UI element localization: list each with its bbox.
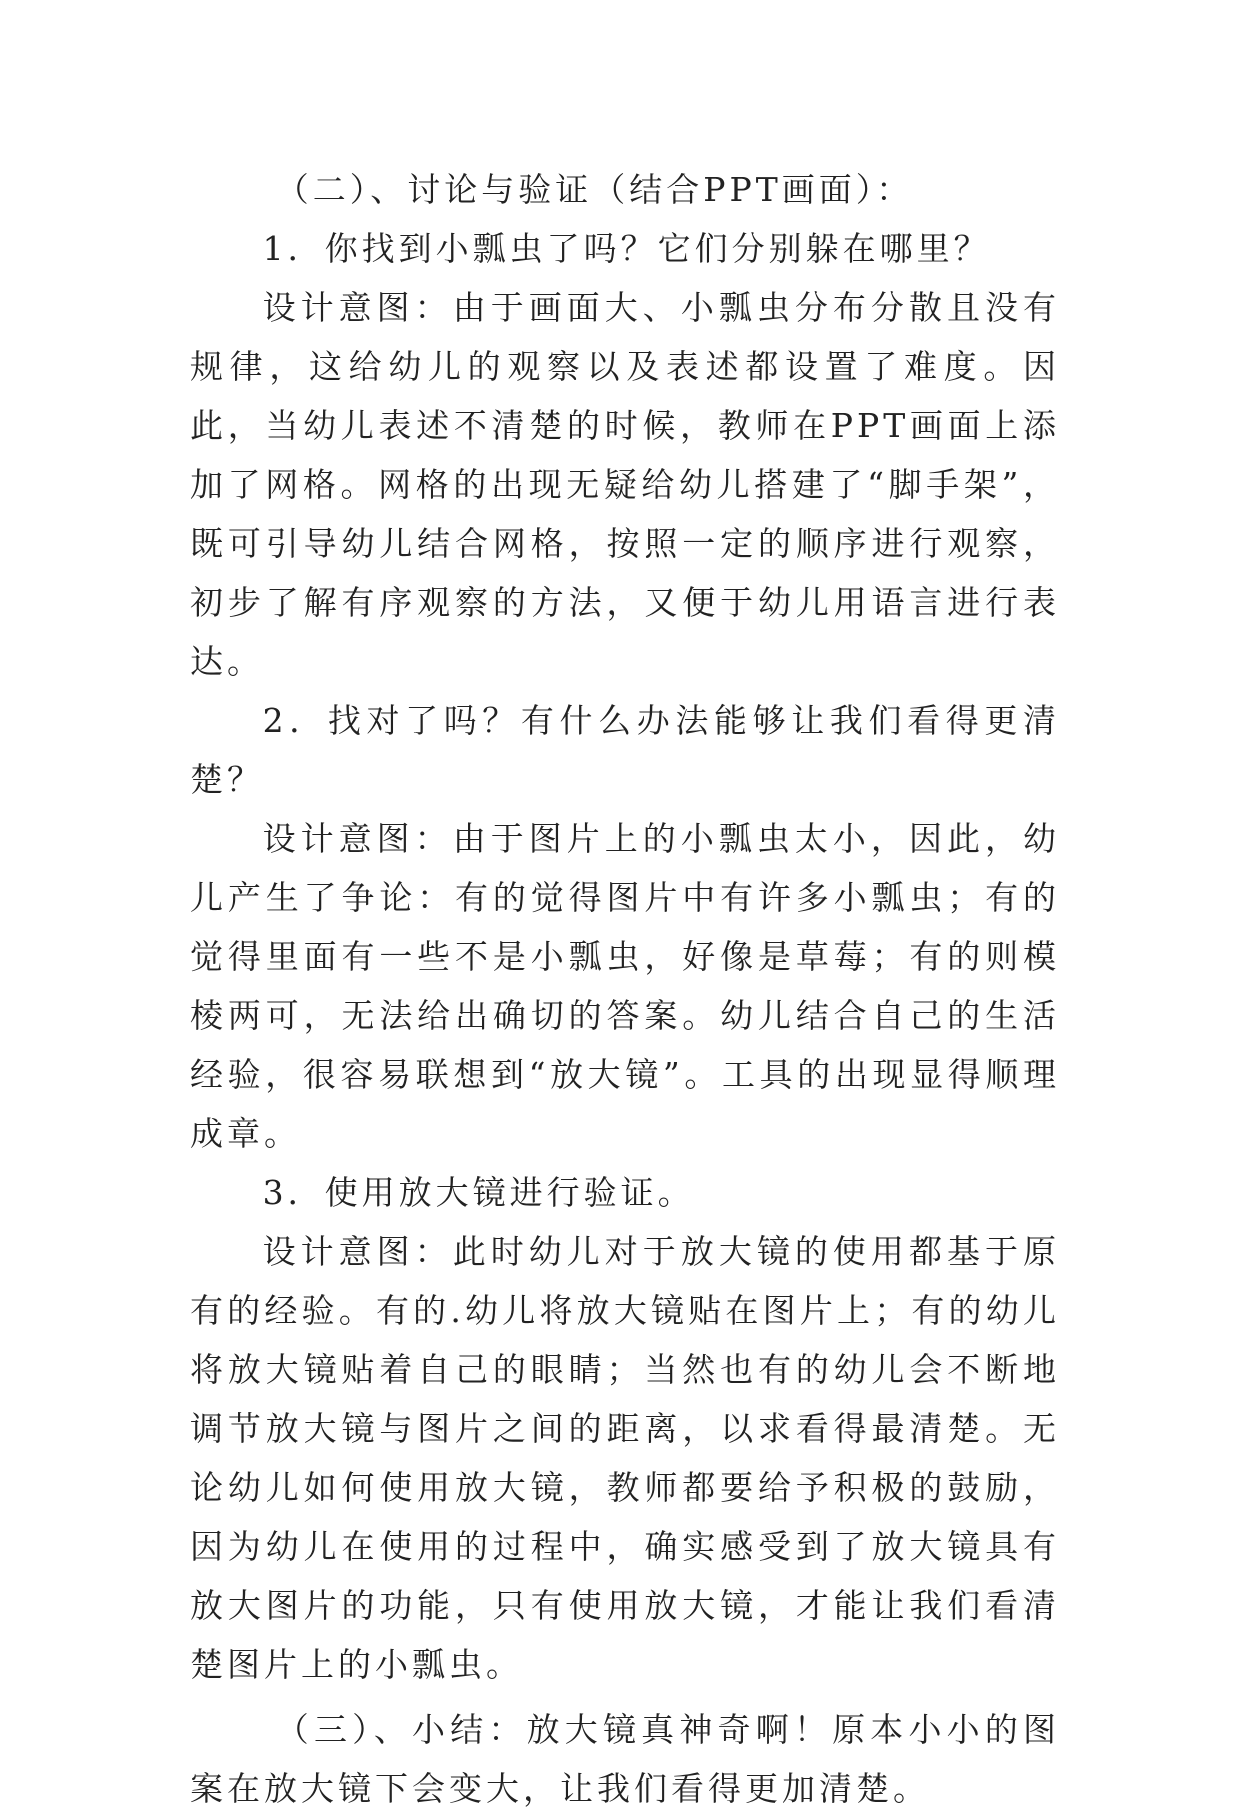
design-intent-3: 设计意图：此时幼儿对于放大镜的使用都基于原有的经验。有的.幼儿将放大镜贴在图片上；有的幼儿将放大镜贴着自己的眼睛；当然也有的幼儿会不断地调节放大镜与图片之间的距离，以求看得最清楚。无论幼儿如何使用放大镜，教师都要给予积极的鼓励，因为幼儿在使用的过程中，确实感受到了放大镜具有放大图片的功能，只有使用放大镜，才能让我们看清楚图片上的小瓢虫。	[190, 1232, 1060, 1684]
design-intent-1: 设计意图：由于画面大、小瓢虫分布分散且没有规律，这给幼儿的观察以及表述都设置了难度。因此，当幼儿表述不清楚的时候，教师在PPT画面上添加了网格。网格的出现无疑给幼儿搭建了“脚手架”，既可引导幼儿结合网格，按照一定的顺序进行观察，初步了解有序观察的方法，又便于幼儿用语言进行表达。	[190, 288, 1060, 681]
section-heading-summary: （三）、小结：放大镜真神奇啊！原本小小的图案在放大镜下会变大，让我们看得更加清楚。	[190, 1710, 1060, 1808]
document-body	[190, 160, 1060, 1818]
section-heading-discussion: （二）、讨论与验证（结合PPT画面）：	[275, 170, 914, 209]
question-2: 2．找对了吗？有什么办法能够让我们看得更清楚？	[190, 701, 1060, 799]
design-intent-2: 设计意图：由于图片上的小瓢虫太小，因此，幼儿产生了争论：有的觉得图片中有许多小瓢虫；有的觉得里面有一些不是小瓢虫，好像是草莓；有的则模棱两可，无法给出确切的答案。幼儿结合自己的生活经验，很容易联想到“放大镜”。工具的出现显得顺理成章。	[190, 819, 1060, 1153]
question-1: 1．你找到小瓢虫了吗？它们分别躲在哪里？	[262, 229, 991, 268]
question-3: 3．使用放大镜进行验证。	[262, 1173, 695, 1212]
